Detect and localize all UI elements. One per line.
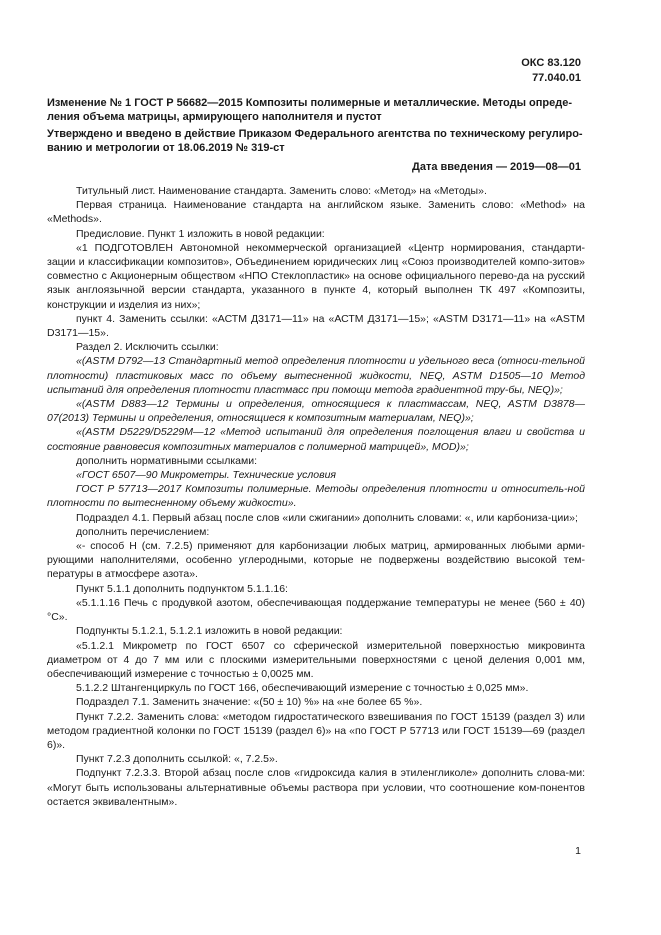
approval-line-2: ванию и метрологии от 18.06.2019 № 319-ст	[47, 142, 285, 154]
oks-code-2: 77.040.01	[532, 72, 581, 84]
paragraph: Подраздел 7.1. Заменить значение: «(50 ± 10) %» на «не более 65 %».	[76, 696, 423, 709]
paragraph: Раздел 2. Исключить ссылки:	[76, 341, 219, 354]
paragraph: «5.1.1.16 Печь с продувкой азотом, обеспечивающая поддержание температуры не менее (560 ± 40) °С».	[47, 596, 585, 624]
paragraph: Предисловие. Пункт 1 изложить в новой редакции:	[76, 227, 325, 240]
paragraph: дополнить нормативными ссылками:	[76, 454, 257, 467]
paragraph: пункт 4. Заменить ссылки: «АСТМ Д3171—11» на «АСТМ Д3171—15»; «ASTM D3171—11» на «ASTM D3171—15».	[47, 312, 585, 340]
paragraph: «(ASTM D5229/D5229M—12 «Метод испытаний для определения поглощения влаги и свойства и состояние равновесия композитных материалов с полимерной матрицей», MOD)»;	[47, 426, 585, 453]
paragraph: 5.1.2.2 Штангенциркуль по ГОСТ 166, обеспечивающий измерение с точностью ± 0,025 мм».	[76, 682, 529, 695]
oks-code-1: ОКС 83.120	[521, 57, 581, 69]
paragraph: Титульный лист. Наименование стандарта. Заменить слово: «Метод» на «Методы».	[76, 185, 487, 197]
paragraph: Первая страница. Наименование стандарта на английском языке. Заменить слово: «Method» на «Methods».	[47, 199, 585, 226]
document-body	[47, 184, 585, 809]
paragraph: дополнить перечислением:	[76, 525, 210, 538]
paragraph: Подраздел 4.1. Первый абзац после слов «или сжигании» дополнить словами: «, или карбониза-ции»;	[76, 511, 578, 524]
paragraph: Подпункт 7.2.3.3. Второй абзац после слов «гидроксида калия в этиленгликоле» дополнить слова-ми: «Могут быть использованы альтернативные объемы раствора при условии, что соотношение ком-понентов остается эквивалентным».	[47, 767, 585, 808]
paragraph: Подпункты 5.1.2.1, 5.1.2.1 изложить в новой редакции:	[76, 625, 343, 638]
page-number: 1	[575, 845, 581, 857]
paragraph: «1 ПОДГОТОВЛЕН Автономной некоммерческой организацией «Центр нормирования, стандарти-зации и классификации композитов», Объединением юридических лиц «Союз производителей компо-зитов» совместно с Акционерным обществом «НПО Стеклопластик» на основе официального перево-да на русский язык англоязычной версии стандарта, указанного в пункте 4, который выполнен ТК 497 «Композиты, конструкции и изделия из них»;	[47, 241, 585, 311]
paragraph: Пункт 5.1.1 дополнить подпунктом 5.1.1.16:	[76, 582, 288, 595]
paragraph: «(ASTM D792—13 Стандартный метод определения плотности и удельного веса (относи-тельной плотности) пластиковых масс по объему вытесненной жидкости, NEQ, ASTM D1505—10 Метод испытаний для определения плотности пластмасс при помощи метода градиентной тру-бы, NEQ)»;	[47, 355, 585, 396]
amendment-title-line-2: ления объема матрицы, армирующего наполнителя и пустот	[47, 111, 382, 123]
paragraph: «- способ Н (см. 7.2.5) применяют для карбонизации любых матриц, армированных любыми арми-рующими наполнителями, особенно углеродными, которые не подвержены воздействию высокой тем-пературы в атмосфере азота».	[47, 540, 585, 581]
approval-line-1: Утверждено и введено в действие Приказом Федерального агентства по техническому регулиро-	[47, 128, 583, 140]
paragraph: ГОСТ Р 57713—2017 Композиты полимерные. Методы определения плотности и относитель-ной плотности по вытесненному объему жидкости».	[47, 483, 585, 510]
paragraph: «5.1.2.1 Микрометр по ГОСТ 6507 со сферической измерительной поверхностью микровинта диаметром от 4 до 7 мм или с плоскими измерительными поверхностями с ценой деления 0,001 мм, обеспечивающий измерение с точностью ± 0,0025 мм.	[47, 639, 585, 680]
paragraph: Пункт 7.2.2. Заменить слова: «методом гидростатического взвешивания по ГОСТ 15139 (раздел 3) или методом градиентной колонки по ГОСТ 15139 (раздел 6)» на «по ГОСТ Р 57713 или ГОСТ 15139—69 (раздел 6)».	[47, 710, 585, 751]
paragraph: Пункт 7.2.3 дополнить ссылкой: «, 7.2.5».	[76, 753, 278, 766]
amendment-title-line-1: Изменение № 1 ГОСТ Р 56682—2015 Композиты полимерные и металлические. Методы опреде-	[47, 97, 573, 109]
effective-date: Дата введения — 2019—08—01	[412, 161, 581, 173]
paragraph: «(ASTM D883—12 Термины и определения, относящиеся к пластмассам, NEQ, ASTM D3878—07(2013) Термины и определения, относящиеся к композитным материалам, NEQ)»;	[47, 398, 585, 425]
paragraph: «ГОСТ 6507—90 Микрометры. Технические условия	[76, 469, 337, 482]
